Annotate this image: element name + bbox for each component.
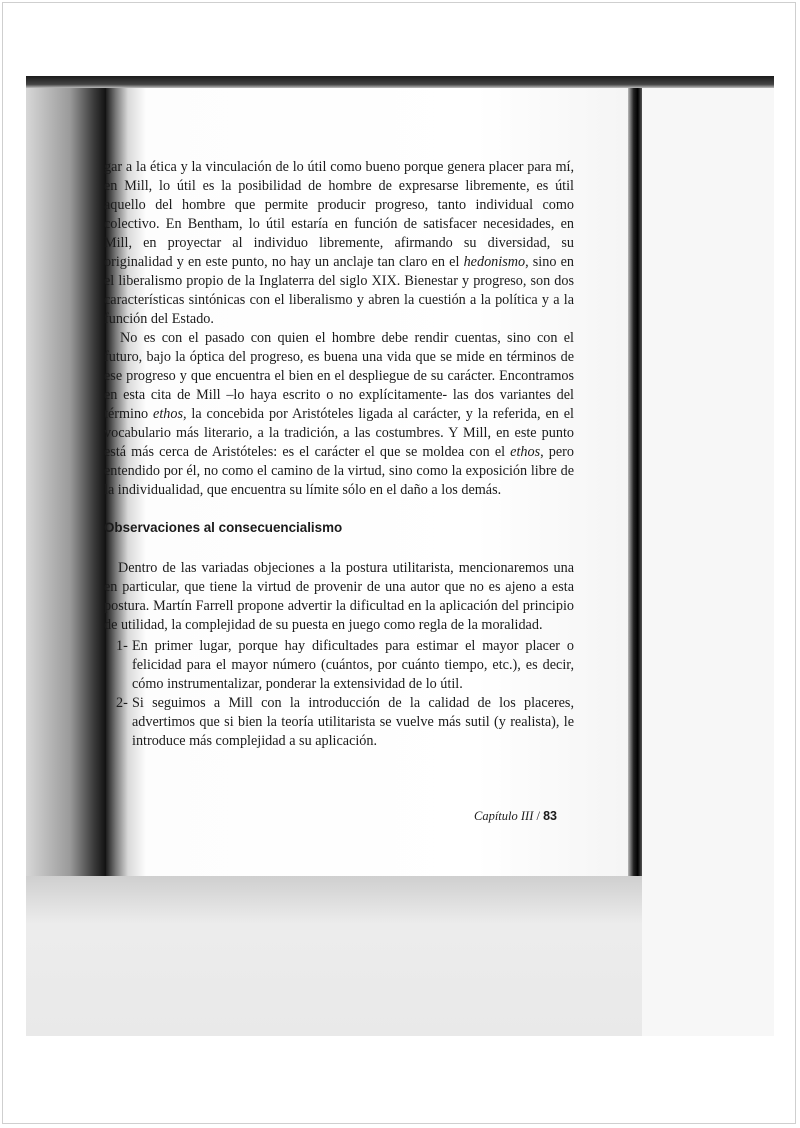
list-item	[116, 637, 574, 694]
list-item	[116, 694, 574, 751]
page-footer	[474, 809, 557, 824]
paragraph-3: Dentro de las variadas objeciones a la postura utilitarista, mencionaremos una en particular, que tiene la virtud de provenir de una autor que no es ajeno a esta postura. Martín Farrell propone advertir la dificultad en la aplicación del principio de utilidad, la complejidad de su puesta en juego como regla de la moralidad.	[104, 560, 574, 633]
paragraph-1-text-b: , sino en el liberalismo propio de la Inglaterra del siglo XIX. Bienestar y progreso, son dos características sintónicas con el liberalismo y abren la cuestión a la política y a la función del Estado.	[104, 254, 574, 327]
scan-top-edge	[26, 76, 774, 88]
list-item-number: 2-	[116, 695, 128, 711]
paragraph-2	[104, 329, 574, 500]
page-edge-shadow	[628, 84, 642, 884]
page-number: 83	[543, 809, 558, 823]
list-item-number: 1-	[116, 638, 128, 654]
list-item-text: Si seguimos a Mill con la introducción de la calidad de los placeres, advertimos que si bien la teoría utilitarista se vuelve más sutil (y realista), le introduce más complejidad a su aplicación.	[132, 695, 574, 749]
page-body	[104, 158, 574, 751]
paragraph-2-text-a: No es con el pasado con quien el hombre debe rendir cuentas, sino con el futuro, bajo la óptica del progreso, es buena una vida que se mide en términos de ese progreso y que encuentra el bien en el despliegue de su carácter. Encontramos en esta cita de Mill –lo haya escrito o no explícitamente- las dos variantes del término	[104, 330, 574, 422]
paragraph-2-text-c: , pero entendido por él, no como el camino de la virtud, sino como la exposición libre de la individualidad, que encuentra su límite sólo en el daño a los demás.	[104, 444, 574, 498]
list-item-text: En primer lugar, porque hay dificultades para estimar el mayor placer o felicidad para el mayor número (cuántos, por cuánto tiempo, etc.), es decir, cómo instrumentalizar, ponderar la extensividad de lo útil.	[132, 638, 574, 692]
scan-bottom-strip	[26, 876, 646, 1036]
emphasis-ethos-2: ethos	[510, 444, 541, 460]
paragraph-1	[104, 158, 574, 329]
chapter-label: Capítulo III	[474, 809, 534, 823]
paragraph-2-text-b: , la concebida por Aristóteles ligada al carácter, y la referida, en el vocabulario más literario, a la tradición, a las costumbres. Y Mill, en este punto está más cerca de Aristóteles: es el carácter el que se moldea con el	[104, 406, 574, 460]
paragraph-1-text-a: gar a la ética y la vinculación de lo útil como bueno porque genera placer para mí, en Mill, lo útil es la posibilidad de hombre de expresarse libremente, es útil aquello del hombre que permite producir progreso, tanto individual como colectivo. En Bentham, lo útil estaría en función de satisfacer necesidades, en Mill, en proyectar al individuo libremente, afirmando su diversidad, su originalidad y en este punto, no hay un anclaje tan claro en el	[104, 159, 574, 270]
emphasis-hedonismo: hedonismo	[463, 254, 526, 270]
left-page-shadow	[26, 84, 106, 884]
section-heading: Observaciones al consecuencialismo	[104, 520, 343, 535]
objections-list	[104, 637, 574, 751]
footer-separator: /	[536, 809, 540, 823]
emphasis-ethos-1: ethos	[153, 406, 183, 422]
scan-margin	[642, 76, 774, 1036]
